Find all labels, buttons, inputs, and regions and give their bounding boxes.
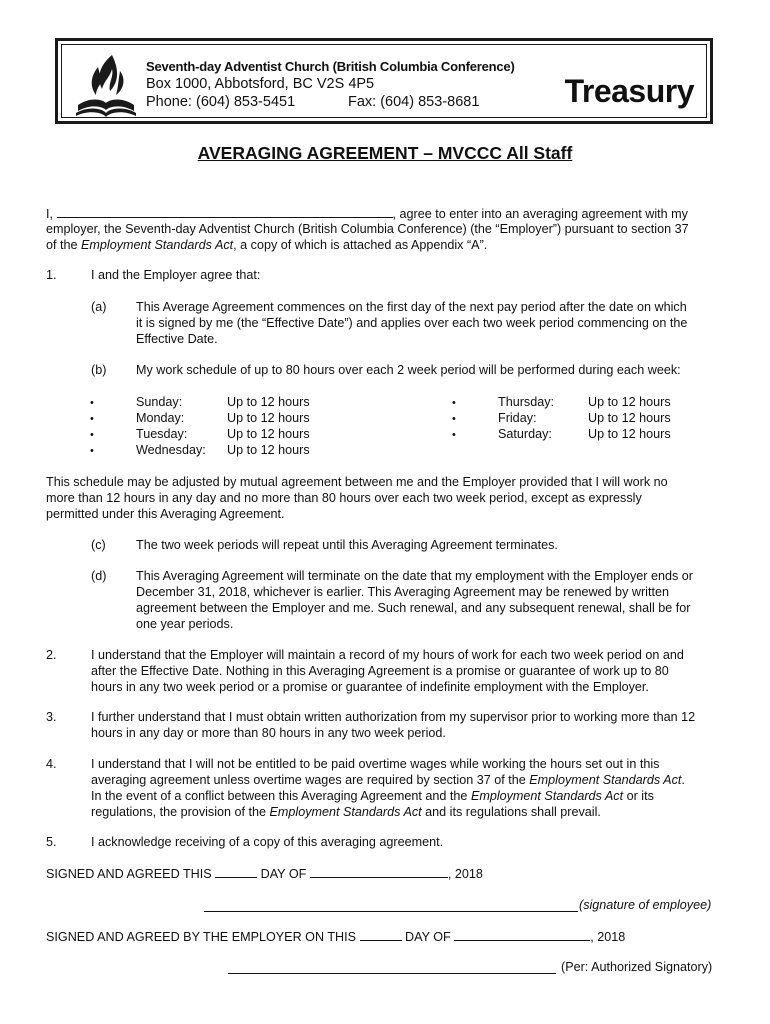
employer-day-of: DAY OF bbox=[405, 930, 451, 944]
intro-suffix: , agree to enter into an averaging agreement with my bbox=[392, 207, 688, 221]
schedule-hours: Up to 12 hours bbox=[588, 395, 671, 409]
organization-fax: Fax: (604) 853-8681 bbox=[348, 94, 480, 110]
schedule-hours: Up to 12 hours bbox=[227, 411, 310, 425]
schedule-bullet: • bbox=[452, 397, 456, 409]
item-4-line-4-prefix: regulations, the provision of the bbox=[91, 805, 270, 819]
item-3-line-2: hours in any day or more than 80 hours in any two week period. bbox=[91, 726, 446, 740]
schedule-hours: Up to 12 hours bbox=[227, 427, 310, 441]
schedule-bullet: • bbox=[452, 429, 456, 441]
schedule-day: Sunday: bbox=[136, 395, 183, 409]
employee-name-blank[interactable] bbox=[57, 206, 393, 218]
employee-signed-prefix: SIGNED AND AGREED THIS bbox=[46, 867, 212, 881]
item-2-line-1: I understand that the Employer will maintain a record of my hours of work for each two week period on and bbox=[91, 648, 684, 662]
document-title: AVERAGING AGREEMENT – MVCCC All Staff bbox=[197, 143, 573, 163]
item-1a-line-2: it is signed by me (the “Effective Date”) and applies over each two week period commencing on the bbox=[136, 316, 688, 330]
schedule-bullet: • bbox=[452, 413, 456, 425]
item-1c-text: The two week periods will repeat until this Averaging Agreement terminates. bbox=[136, 538, 558, 552]
employee-signature-label: (signature of employee) bbox=[579, 898, 712, 912]
schedule-hours: Up to 12 hours bbox=[227, 395, 310, 409]
item-2-line-2: after the Effective Date. Nothing in this Averaging Agreement is a promise or guarantee of work up to 80 bbox=[91, 664, 669, 678]
item-5-text: I acknowledge receiving of a copy of this averaging agreement. bbox=[91, 835, 444, 849]
item-1d-line-4: one year periods. bbox=[136, 617, 234, 631]
employer-day-blank[interactable] bbox=[360, 929, 402, 941]
item-1c-label: (c) bbox=[91, 538, 106, 552]
organization-phone: Phone: (604) 853-5451 bbox=[146, 94, 296, 110]
item-3-line-1: I further understand that I must obtain written authorization from my supervisor prior to working more than 12 bbox=[91, 710, 696, 724]
schedule-day: Tuesday: bbox=[136, 427, 188, 441]
employee-year: , 2018 bbox=[447, 867, 483, 881]
item-1b-text: My work schedule of up to 80 hours over each 2 week period will be performed during each week: bbox=[136, 363, 681, 377]
schedule-day: Friday: bbox=[498, 411, 537, 425]
schedule-day: Thursday: bbox=[498, 395, 554, 409]
employee-signed-line bbox=[46, 866, 736, 883]
employer-year: , 2018 bbox=[590, 930, 626, 944]
employee-month-blank[interactable] bbox=[310, 866, 448, 878]
employer-signature-line[interactable] bbox=[228, 972, 556, 974]
item-3-number: 3. bbox=[46, 710, 57, 724]
schedule-hours: Up to 12 hours bbox=[588, 427, 671, 441]
item-4-line-2 bbox=[91, 773, 736, 789]
item-4-line-4 bbox=[91, 805, 736, 821]
schedule-day: Wednesday: bbox=[136, 443, 206, 457]
employee-signature-line[interactable] bbox=[204, 910, 578, 912]
act-name: Employment Standards Act bbox=[269, 805, 422, 819]
item-1a-label: (a) bbox=[91, 300, 107, 314]
employer-signature-label: (Per: Authorized Signatory) bbox=[561, 960, 713, 974]
letterhead bbox=[55, 38, 713, 124]
item-2-number: 2. bbox=[46, 648, 57, 662]
item-4-number: 4. bbox=[46, 757, 57, 771]
item-1d-line-2: December 31, 2018, whichever is earlier. This Averaging Agreement may be renewed by written bbox=[136, 585, 669, 599]
item-2-line-3: hours in any two week period or a promise or guarantee of indefinite employment with the Employer. bbox=[91, 680, 649, 694]
item-4-line-2-suffix: . bbox=[681, 773, 685, 787]
item-1d-line-3: agreement between the Employer and me. Such renewal, and any subsequent renewal, shall be for bbox=[136, 601, 691, 615]
item-1a-line-3: Effective Date. bbox=[136, 332, 218, 346]
item-4-line-2-prefix: averaging agreement unless overtime wages are required by section 37 of the bbox=[91, 773, 530, 787]
schedule-note-line-1: This schedule may be adjusted by mutual agreement between me and the Employer provided that I will work no bbox=[46, 475, 668, 489]
schedule-hours: Up to 12 hours bbox=[227, 443, 310, 457]
act-name: Employment Standards Act bbox=[470, 789, 624, 803]
item-4-line-3 bbox=[91, 789, 736, 805]
schedule-note-line-3: permitted under this Averaging Agreement. bbox=[46, 507, 285, 521]
intro-line-1 bbox=[46, 206, 736, 223]
employer-signed-line bbox=[46, 929, 736, 946]
letterhead-inner-border bbox=[61, 44, 707, 118]
schedule-bullet: • bbox=[90, 413, 94, 425]
employee-day-blank[interactable] bbox=[215, 866, 257, 878]
intro-line-3 bbox=[46, 238, 736, 254]
schedule-day: Saturday: bbox=[498, 427, 552, 441]
intro-prefix: I, bbox=[46, 207, 53, 221]
employer-signed-prefix: SIGNED AND AGREED BY THE EMPLOYER ON THIS bbox=[46, 930, 357, 944]
organization-name: Seventh-day Adventist Church (British Columbia Conference) bbox=[146, 59, 515, 74]
schedule-day: Monday: bbox=[136, 411, 185, 425]
item-1d-label: (d) bbox=[91, 569, 107, 583]
schedule-bullet: • bbox=[90, 445, 94, 457]
employee-day-of: DAY OF bbox=[260, 867, 307, 881]
item-4-line-4-suffix: and its regulations shall prevail. bbox=[421, 805, 601, 819]
item-1a-line-1: This Average Agreement commences on the first day of the next pay period after the date on which bbox=[136, 300, 687, 314]
item-1-number: 1. bbox=[46, 268, 57, 282]
item-4-line-1: I understand that I will not be entitled to be paid overtime wages while working the hours set out in this bbox=[91, 757, 660, 771]
act-name: Employment Standards Act bbox=[81, 238, 234, 252]
item-1-text: I and the Employer agree that: bbox=[91, 268, 261, 282]
schedule-note-line-2: more than 12 hours in any day and no more than 80 hours over each two week period, except as expressly bbox=[46, 491, 642, 505]
schedule-bullet: • bbox=[90, 397, 94, 409]
department-name: Treasury bbox=[564, 73, 694, 109]
sda-flame-bible-logo-icon bbox=[72, 51, 140, 121]
item-1b-label: (b) bbox=[91, 363, 107, 377]
schedule-hours: Up to 12 hours bbox=[588, 411, 671, 425]
act-name: Employment Standards Act bbox=[529, 773, 682, 787]
item-4-line-3-prefix: In the event of a conflict between this Averaging Agreement and the bbox=[91, 789, 471, 803]
item-5-number: 5. bbox=[46, 835, 57, 849]
intro-line-3-prefix: of the bbox=[46, 238, 82, 252]
employer-month-blank[interactable] bbox=[454, 929, 590, 941]
intro-line-2: employer, the Seventh-day Adventist Church (British Columbia Conference) (the “Employer”) pursuant to section 37 bbox=[46, 222, 689, 236]
schedule-bullet: • bbox=[90, 429, 94, 441]
item-1d-line-1: This Averaging Agreement will terminate on the date that my employment with the Employer ends or bbox=[136, 569, 693, 583]
item-4-line-3-suffix: or its bbox=[623, 789, 654, 803]
intro-line-3-suffix: , a copy of which is attached as Appendix “A”. bbox=[233, 238, 488, 252]
organization-address: Box 1000, Abbotsford, BC V2S 4P5 bbox=[146, 76, 375, 92]
